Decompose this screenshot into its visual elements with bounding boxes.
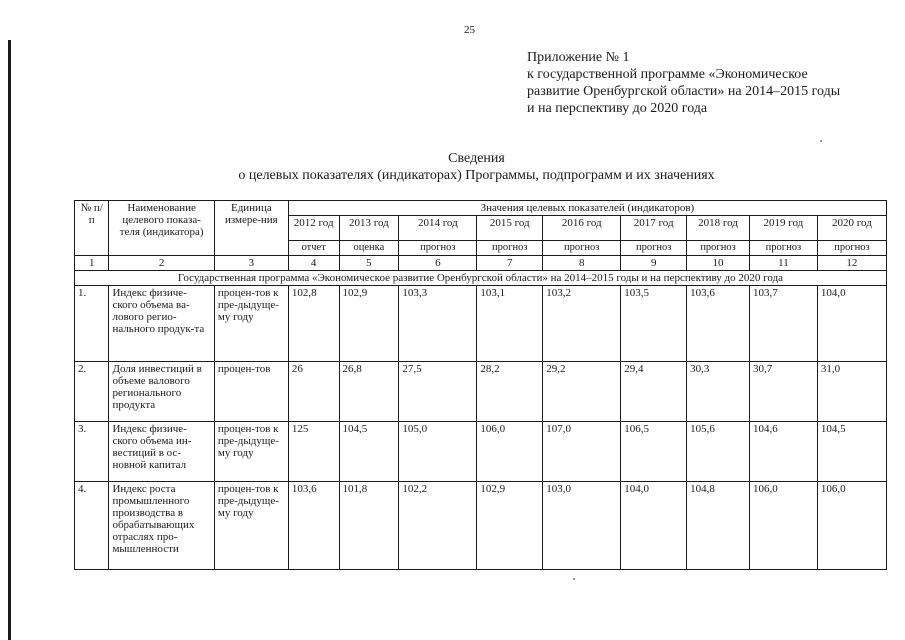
value-cell: 103,7 <box>749 286 817 362</box>
value-cell: 104,8 <box>687 482 750 570</box>
column-number: 9 <box>621 256 687 271</box>
header-row <box>75 201 887 216</box>
value-cell: 105,6 <box>687 422 750 482</box>
value-cell: 28,2 <box>477 362 543 422</box>
value-cell: 104,0 <box>817 286 886 362</box>
value-cell: 106,0 <box>477 422 543 482</box>
column-number: 11 <box>749 256 817 271</box>
indicator-name: Доля инвестиций в объеме валового регионального продукта <box>109 362 214 422</box>
header-year: 2017 год <box>621 216 687 241</box>
value-cell: 103,0 <box>543 482 621 570</box>
value-cell: 104,6 <box>749 422 817 482</box>
header-kind: прогноз <box>749 241 817 256</box>
header-kind: прогноз <box>621 241 687 256</box>
value-cell: 106,0 <box>749 482 817 570</box>
document-heading <box>0 150 905 184</box>
value-cell: 102,9 <box>477 482 543 570</box>
value-cell: 106,5 <box>621 422 687 482</box>
table-row <box>75 286 887 362</box>
value-cell: 106,0 <box>817 482 886 570</box>
row-number: 2. <box>75 362 109 422</box>
value-cell: 26,8 <box>339 362 399 422</box>
value-cell: 102,2 <box>399 482 477 570</box>
column-number: 10 <box>687 256 750 271</box>
column-number: 7 <box>477 256 543 271</box>
value-cell: 103,1 <box>477 286 543 362</box>
column-number: 8 <box>543 256 621 271</box>
row-number: 1. <box>75 286 109 362</box>
header-values: Значения целевых показателей (индикаторов) <box>288 201 886 216</box>
value-cell: 29,2 <box>543 362 621 422</box>
header-year: 2016 год <box>543 216 621 241</box>
header-year: 2013 год <box>339 216 399 241</box>
scan-page-edge <box>8 40 11 640</box>
row-number: 4. <box>75 482 109 570</box>
header-kind: прогноз <box>817 241 886 256</box>
header-kind: прогноз <box>477 241 543 256</box>
header-kind: оценка <box>339 241 399 256</box>
header-year: 2019 год <box>749 216 817 241</box>
value-cell: 27,5 <box>399 362 477 422</box>
value-cell: 103,5 <box>621 286 687 362</box>
value-cell: 105,0 <box>399 422 477 482</box>
column-numbers-row <box>75 256 887 271</box>
appendix-line: к государственной программе «Экономическое <box>527 67 808 82</box>
column-number: 4 <box>288 256 339 271</box>
column-number: 2 <box>109 256 214 271</box>
header-year: 2020 год <box>817 216 886 241</box>
header-year: 2012 год <box>288 216 339 241</box>
value-cell: 103,6 <box>288 482 339 570</box>
program-title: Государственная программа «Экономическое развитие Оренбургской области» на 2014–2015 годы и на перспективу до 2020 года <box>75 271 887 286</box>
indicators-table <box>74 200 887 570</box>
value-cell: 26 <box>288 362 339 422</box>
value-cell: 125 <box>288 422 339 482</box>
indicator-unit: процен-тов к пре-дыдуще-му году <box>214 422 288 482</box>
value-cell: 107,0 <box>543 422 621 482</box>
appendix-line: и на перспективу до 2020 года <box>527 101 708 116</box>
column-number: 6 <box>399 256 477 271</box>
header-year: 2014 год <box>399 216 477 241</box>
header-kind: прогноз <box>543 241 621 256</box>
value-cell: 30,3 <box>687 362 750 422</box>
header-unit: Единица измере-ния <box>214 201 288 256</box>
header-year: 2018 год <box>687 216 750 241</box>
value-cell: 104,5 <box>817 422 886 482</box>
indicator-name: Индекс роста промышленного производства в обрабатывающих отраслях про-мышленности <box>109 482 214 570</box>
heading-subtitle: о целевых показателях (индикаторах) Программы, подпрограмм и их значениях <box>238 168 715 183</box>
scan-speck <box>573 578 575 580</box>
page-number: 25 <box>464 24 475 36</box>
indicator-name: Индекс физиче-ского объема ин-вестиций в ос-новной капитал <box>109 422 214 482</box>
column-number: 1 <box>75 256 109 271</box>
indicator-unit: процен-тов к пре-дыдуще-му году <box>214 482 288 570</box>
value-cell: 104,5 <box>339 422 399 482</box>
value-cell: 103,6 <box>687 286 750 362</box>
header-kind: прогноз <box>399 241 477 256</box>
appendix-line: Приложение № 1 <box>527 50 630 65</box>
table-row <box>75 362 887 422</box>
value-cell: 103,3 <box>399 286 477 362</box>
header-kind: отчет <box>288 241 339 256</box>
value-cell: 29,4 <box>621 362 687 422</box>
table-row <box>75 482 887 570</box>
value-cell: 31,0 <box>817 362 886 422</box>
value-cell: 102,8 <box>288 286 339 362</box>
value-cell: 103,2 <box>543 286 621 362</box>
appendix-note <box>527 49 840 117</box>
header-indicator-name: Наименование целевого показа-теля (индикатора) <box>109 201 214 256</box>
heading-title: Сведения <box>448 151 505 166</box>
header-year: 2015 год <box>477 216 543 241</box>
program-row <box>75 271 887 286</box>
table-row <box>75 422 887 482</box>
header-num: № п/п <box>75 201 109 256</box>
value-cell: 104,0 <box>621 482 687 570</box>
value-cell: 102,9 <box>339 286 399 362</box>
column-number: 5 <box>339 256 399 271</box>
row-number: 3. <box>75 422 109 482</box>
value-cell: 30,7 <box>749 362 817 422</box>
appendix-line: развитие Оренбургской области» на 2014–2015 годы <box>527 84 841 99</box>
column-number: 3 <box>214 256 288 271</box>
scan-speck <box>820 140 822 142</box>
column-number: 12 <box>817 256 886 271</box>
indicator-unit: процен-тов <box>214 362 288 422</box>
indicator-name: Индекс физиче-ского объема ва-лового регио-нального продук-та <box>109 286 214 362</box>
value-cell: 101,8 <box>339 482 399 570</box>
header-kind: прогноз <box>687 241 750 256</box>
indicator-unit: процен-тов к пре-дыдуще-му году <box>214 286 288 362</box>
